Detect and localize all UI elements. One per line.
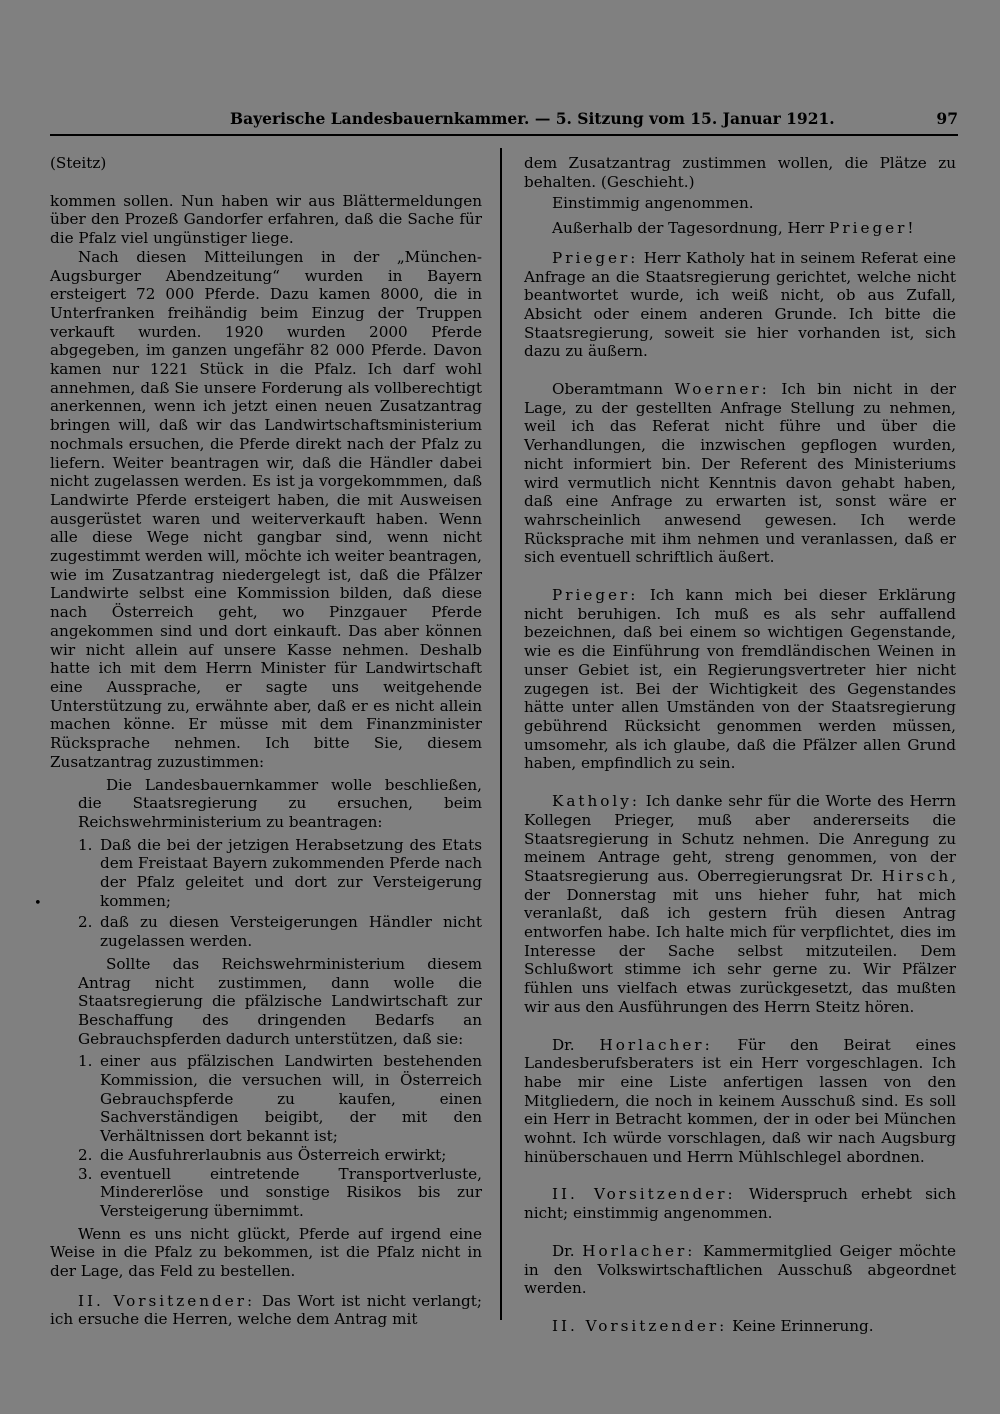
paragraph: Wenn es uns nicht glückt, Pferde auf irgend eine Weise in die Pfalz zu bekommen, ist die Pfalz nicht in der Lage, das Feld zu bestellen. bbox=[50, 1224, 482, 1281]
item-number: 1. bbox=[78, 1052, 93, 1071]
motion-item bbox=[50, 1052, 482, 1146]
speaker-name: Horlacher: bbox=[599, 1035, 713, 1054]
statement-text: Keine Erinnerung. bbox=[732, 1316, 874, 1335]
item-text: die Ausfuhrerlaubnis aus Österreich erwirkt; bbox=[100, 1145, 447, 1164]
speaker-title: Dr. bbox=[552, 1241, 575, 1260]
item-number: 3. bbox=[78, 1164, 93, 1183]
paragraph: kommen sollen. Nun haben wir aus Blättermeldungen über den Prozeß Gandorfer erfahren, daß die Sache für die Pfalz viel ungünstiger liege. bbox=[50, 191, 482, 248]
speaker-name: Prieger: bbox=[552, 248, 639, 267]
speech-text: Für den Beirat eines Landesberufsberaters ist ein Herr vorgeschlagen. Ich habe mir eine Liste anfertigen lassen von den Mitgliedern, die noch in keinem Ausschuß sind. Es soll ein Herr in Betracht kommen, der in oder bei München wohnt. Ich würde vorschlagen, daß wir nach Augsburg hinüberschauen und Herrn Mühlschlegel abordnen. bbox=[524, 1035, 957, 1166]
motion-item bbox=[50, 1165, 482, 1221]
motion-item bbox=[50, 913, 482, 950]
item-text: eventuell eintretende Transportverluste, Mindererlöse und sonstige Risikos bis zur Versteigerung übernimmt. bbox=[100, 1164, 482, 1220]
item-text: einer aus pfälzischen Landwirten bestehenden Kommission, die versuchen will, in Österreich Gebrauchspferde zu kaufen, einen Sachverständigen beigibt, der mit den Verhältnissen dort bekannt ist; bbox=[100, 1052, 482, 1146]
motion-text: Sollte das Reichswehrministerium diesem Antrag nicht zustimmen, dann wolle die Staatsregierung die pfälzische Landwirtschaft zur Beschaffung des dringenden Bedarfs an Gebrauchspferden dadurch unterstützen, daß sie: bbox=[78, 954, 482, 1048]
speech-text: , der Donnerstag mit uns hieher fuhr, hat mich veranlaßt, daß ich gestern früh diesen Antrag entworfen habe. Ich halte mich für verpflichtet, dies im Interesse der Sache selbst mitzuteilen. Dem Schlußwort stimme ich sehr gerne zu. Wir Pfälzer fühlen uns vielfach etwas zurückgesetzt, das mußten wir aus den Ausführungen des Herrn Steitz hören. bbox=[524, 866, 957, 1016]
speaker-name: II. Vorsitzender: bbox=[78, 1291, 256, 1310]
statement-text: Außerhalb der Tagesordnung, Herr bbox=[552, 219, 825, 238]
item-number: 1. bbox=[78, 835, 93, 854]
motion-item bbox=[50, 836, 482, 911]
speech bbox=[524, 792, 956, 1016]
motion-intro: Die Landesbauernkammer wolle beschließen, die Staatsregierung zu ersuchen, beim Reichswehrministerium zu beantragen: bbox=[78, 775, 482, 831]
margin-mark: • bbox=[34, 896, 42, 911]
speaker-name: Horlacher: bbox=[582, 1241, 696, 1260]
person-name: Hirsch bbox=[881, 866, 952, 885]
speaker-name: II. Vorsitzender: bbox=[552, 1316, 728, 1335]
running-title: Bayerische Landesbauernkammer. — 5. Sitzung vom 15. Januar 1921. bbox=[230, 109, 835, 128]
speech-text: Ich danke sehr für die Worte des Herrn Kollegen Prieger, muß aber andererseits die Staatsregierung in Schutz nehmen. Die Anregung zu meinem Antrage geht, streng genommen, von der Staatsregierung aus. Oberregierungsrat Dr. bbox=[524, 792, 957, 885]
motion-item bbox=[50, 1146, 482, 1165]
page-header bbox=[50, 104, 958, 136]
speech-text: Kammermitglied Geiger möchte in den Volkswirtschaftlichen Ausschuß abgeordnet werden. bbox=[524, 1241, 957, 1298]
speech bbox=[524, 1036, 956, 1167]
speech bbox=[524, 249, 956, 361]
speaker-title: Dr. bbox=[552, 1035, 575, 1054]
speech bbox=[524, 1242, 956, 1298]
speaker-name: Prieger! bbox=[829, 219, 917, 238]
result-line: Einstimmig angenommen. bbox=[552, 194, 754, 213]
chair-statement bbox=[50, 1292, 482, 1329]
statement-text: Das Wort ist nicht verlangt; ich ersuche die Herren, welche dem Antrag mit bbox=[50, 1291, 482, 1329]
chair-statement bbox=[524, 1185, 956, 1222]
paragraph: Nach diesen Mitteilungen in der „München-Augsburger Abendzeitung“ wurden in Bayern ersteigert 72 000 Pferde. Dazu kamen 8000, die in Unterfranken freihändig beim Einzug der Truppen verkauft wurden. 1920 wurden 2000 Pferde abgegeben, im ganzen ungefähr 82 000 Pferde. Davon kamen nur 1221 Stück in die Pfalz. Ich darf wohl annehmen, daß Sie unsere Forderung als vollberechtigt anerkennen, wenn ich jetzt einen neuen Zusatzantrag bringen will, daß wir das Landwirtschaftsministerium nochmals ersuchen, die Pferde direkt nach der Pfalz zu liefern. Weiter beantragen wir, daß die Händler dabei nicht zugelassen werden. Es ist ja vorgekommmen, daß Landwirte Pferde ersteigert haben, die mit Ausweisen ausgerüstet waren und weiterverkauft haben. Wenn alle diese Wege nicht gangbar sind, wenn nicht zugestimmt werden will, möchte ich weiter beantragen, wie im Zusatzantrag niedergelegt ist, daß die Pfälzer Landwirte selbst eine Kommission bilden, daß diese nach Österreich geht, wo Pinzgauer Pferde angekommen sind und dort einkauft. Das aber können wir nicht allein auf unsere Kasse nehmen. Deshalb hatte ich mit dem Herrn Minister für Landwirtschaft eine Aussprache, er sagte uns weitgehende Unterstützung zu, erwähnte aber, daß er es nicht allein machen könne. Er müsse mit dem Finanzminister Rücksprache nehmen. Ich bitte Sie, diesem Zusatzantrag zuzustimmen: bbox=[50, 247, 482, 771]
speaker-name: Katholy: bbox=[552, 792, 640, 811]
speaker-name: Woerner: bbox=[674, 380, 770, 399]
paragraph bbox=[524, 219, 956, 238]
right-column bbox=[524, 150, 957, 1335]
speech bbox=[524, 586, 956, 773]
speech-text: Herr Katholy hat in seinem Referat eine Anfrage an die Staatsregierung gerichtet, welche nicht beantwortet wurde, ich weiß nicht, ob aus Zufall, Absicht oder einem anderen Grunde. Ich bitte die Staatsregierung, soweit sie hier vorhanden ist, sich dazu zu äußern. bbox=[524, 248, 956, 361]
item-number: 2. bbox=[78, 913, 93, 932]
item-number: 2. bbox=[78, 1145, 93, 1164]
item-text: Daß die bei der jetzigen Herabsetzung des Etats dem Freistaat Bayern zukommenden Pferde nach der Pfalz geleitet und dort zur Versteigerung kommen; bbox=[100, 835, 482, 910]
speech bbox=[524, 380, 956, 567]
speaker-name: Prieger: bbox=[552, 586, 639, 605]
speech-text: Ich bin nicht in der Lage, zu der gestellten Anfrage Stellung zu nehmen, weil ich das Referat nicht führe und über die Verhandlungen, die inzwischen gepflogen wurden, nicht informiert bin. Der Referent des Ministeriums wird vermutlich nicht Kenntnis davon gehabt haben, daß eine Anfrage zu erwarten ist, sonst wäre er wahrscheinlich anwesend gewesen. Ich werde Rücksprache mit ihm nehmen und veranlassen, daß er sich eventuell schriftlich äußert. bbox=[524, 380, 957, 567]
speaker-continued: (Steitz) bbox=[50, 154, 107, 172]
left-column bbox=[50, 150, 482, 1329]
statement-text: Widerspruch erhebt sich nicht; einstimmig angenommen. bbox=[524, 1185, 957, 1223]
paragraph: dem Zusatzantrag zustimmen wollen, die Plätze zu behalten. (Geschieht.) bbox=[524, 154, 956, 191]
column-divider bbox=[500, 148, 502, 1320]
chair-statement bbox=[524, 1317, 956, 1336]
speaker-title: Oberamtmann bbox=[552, 380, 663, 399]
speaker-name: II. Vorsitzender: bbox=[552, 1185, 736, 1204]
item-text: daß zu diesen Versteigerungen Händler nicht zugelassen werden. bbox=[100, 913, 482, 951]
page-number: 97 bbox=[936, 109, 958, 128]
speech-text: Ich kann mich bei dieser Erklärung nicht beruhigen. Ich muß es als sehr auffallend bezeichnen, daß bei einem so wichtigen Gegenstande, wie es die Einführung von fremdländischen Weinen in unser Gebiet ist, ein Regierungsvertreter hier nicht zugegen ist. Bei der Wichtigkeit des Gegenstandes hätte unter allen Umständen von der Staatsregierung gebührend Rücksicht genommen werden müssen, umsomehr, als ich glaube, daß die Pfälzer allen Grund haben, empfindlich zu sein. bbox=[524, 586, 957, 773]
